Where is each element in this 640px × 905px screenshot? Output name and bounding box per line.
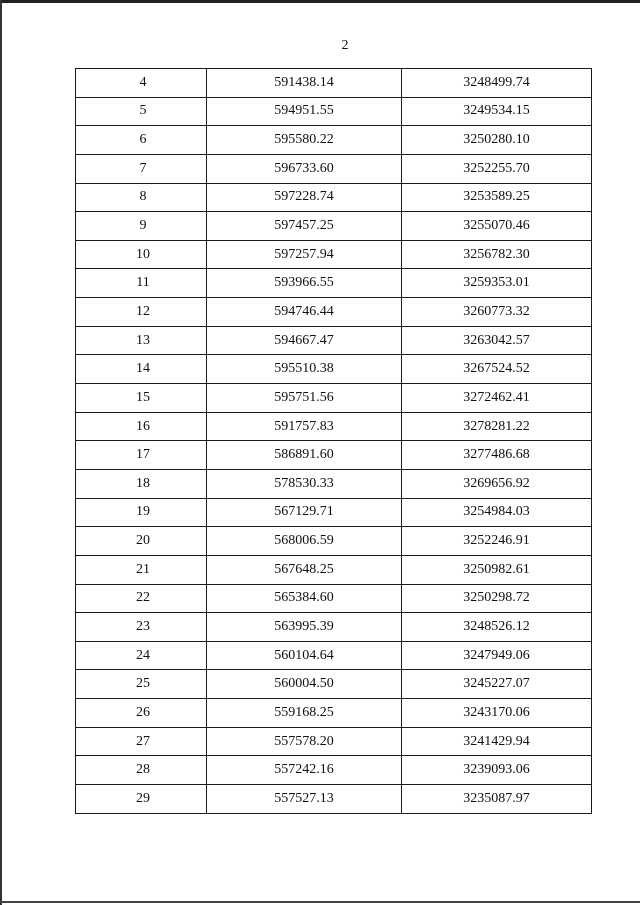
y-coordinate-cell: 3243170.06 xyxy=(402,699,592,728)
point-number-cell: 11 xyxy=(76,269,207,298)
x-coordinate-cell: 595510.38 xyxy=(207,355,402,384)
x-coordinate-cell: 557242.16 xyxy=(207,756,402,785)
point-number-cell: 8 xyxy=(76,183,207,212)
x-coordinate-cell: 586891.60 xyxy=(207,441,402,470)
x-coordinate-cell: 596733.60 xyxy=(207,154,402,183)
x-coordinate-cell: 578530.33 xyxy=(207,469,402,498)
y-coordinate-cell: 3254984.03 xyxy=(402,498,592,527)
y-coordinate-cell: 3250982.61 xyxy=(402,555,592,584)
x-coordinate-cell: 591757.83 xyxy=(207,412,402,441)
point-number-cell: 9 xyxy=(76,212,207,241)
x-coordinate-cell: 568006.59 xyxy=(207,527,402,556)
x-coordinate-cell: 595751.56 xyxy=(207,384,402,413)
table-row xyxy=(76,785,592,814)
x-coordinate-cell: 594951.55 xyxy=(207,97,402,126)
table-row xyxy=(76,126,592,155)
x-coordinate-cell: 557527.13 xyxy=(207,785,402,814)
y-coordinate-cell: 3235087.97 xyxy=(402,785,592,814)
point-number-cell: 6 xyxy=(76,126,207,155)
page-number: 2 xyxy=(341,38,349,53)
y-coordinate-cell: 3269656.92 xyxy=(402,469,592,498)
x-coordinate-cell: 565384.60 xyxy=(207,584,402,613)
table-row xyxy=(76,527,592,556)
table-row xyxy=(76,298,592,327)
point-number-cell: 21 xyxy=(76,555,207,584)
y-coordinate-cell: 3260773.32 xyxy=(402,298,592,327)
y-coordinate-cell: 3245227.07 xyxy=(402,670,592,699)
point-number-cell: 4 xyxy=(76,69,207,98)
point-number-cell: 10 xyxy=(76,240,207,269)
point-number-cell: 22 xyxy=(76,584,207,613)
x-coordinate-cell: 593966.55 xyxy=(207,269,402,298)
y-coordinate-cell: 3277486.68 xyxy=(402,441,592,470)
y-coordinate-cell: 3241429.94 xyxy=(402,727,592,756)
y-coordinate-cell: 3248526.12 xyxy=(402,613,592,642)
point-number-cell: 28 xyxy=(76,756,207,785)
point-number-cell: 18 xyxy=(76,469,207,498)
y-coordinate-cell: 3249534.15 xyxy=(402,97,592,126)
point-number-cell: 7 xyxy=(76,154,207,183)
point-number-cell: 13 xyxy=(76,326,207,355)
x-coordinate-cell: 567129.71 xyxy=(207,498,402,527)
point-number-cell: 12 xyxy=(76,298,207,327)
point-number-cell: 25 xyxy=(76,670,207,699)
y-coordinate-cell: 3250280.10 xyxy=(402,126,592,155)
point-number-cell: 29 xyxy=(76,785,207,814)
table-row xyxy=(76,269,592,298)
point-number-cell: 23 xyxy=(76,613,207,642)
table-row xyxy=(76,756,592,785)
y-coordinate-cell: 3255070.46 xyxy=(402,212,592,241)
table-row xyxy=(76,727,592,756)
x-coordinate-cell: 563995.39 xyxy=(207,613,402,642)
table-row xyxy=(76,584,592,613)
table-row xyxy=(76,384,592,413)
point-number-cell: 24 xyxy=(76,641,207,670)
y-coordinate-cell: 3239093.06 xyxy=(402,756,592,785)
table-row xyxy=(76,355,592,384)
point-number-cell: 14 xyxy=(76,355,207,384)
coordinates-table xyxy=(75,68,592,814)
point-number-cell: 20 xyxy=(76,527,207,556)
x-coordinate-cell: 597257.94 xyxy=(207,240,402,269)
point-number-cell: 17 xyxy=(76,441,207,470)
y-coordinate-cell: 3250298.72 xyxy=(402,584,592,613)
table-row xyxy=(76,412,592,441)
table-row xyxy=(76,555,592,584)
scan-edge-left xyxy=(0,0,2,905)
y-coordinate-cell: 3248499.74 xyxy=(402,69,592,98)
y-coordinate-cell: 3256782.30 xyxy=(402,240,592,269)
y-coordinate-cell: 3263042.57 xyxy=(402,326,592,355)
y-coordinate-cell: 3252255.70 xyxy=(402,154,592,183)
x-coordinate-cell: 560104.64 xyxy=(207,641,402,670)
table-row xyxy=(76,69,592,98)
coordinates-table-body xyxy=(76,69,592,814)
point-number-cell: 5 xyxy=(76,97,207,126)
table-row xyxy=(76,183,592,212)
x-coordinate-cell: 595580.22 xyxy=(207,126,402,155)
table-row xyxy=(76,326,592,355)
table-row xyxy=(76,240,592,269)
y-coordinate-cell: 3247949.06 xyxy=(402,641,592,670)
table-row xyxy=(76,469,592,498)
x-coordinate-cell: 597228.74 xyxy=(207,183,402,212)
table-row xyxy=(76,97,592,126)
x-coordinate-cell: 567648.25 xyxy=(207,555,402,584)
table-row xyxy=(76,670,592,699)
table-row xyxy=(76,641,592,670)
table-row xyxy=(76,154,592,183)
table-row xyxy=(76,441,592,470)
point-number-cell: 19 xyxy=(76,498,207,527)
y-coordinate-cell: 3267524.52 xyxy=(402,355,592,384)
x-coordinate-cell: 597457.25 xyxy=(207,212,402,241)
table-row xyxy=(76,498,592,527)
scan-edge-top xyxy=(0,0,640,3)
x-coordinate-cell: 560004.50 xyxy=(207,670,402,699)
point-number-cell: 16 xyxy=(76,412,207,441)
table-row xyxy=(76,613,592,642)
point-number-cell: 26 xyxy=(76,699,207,728)
x-coordinate-cell: 557578.20 xyxy=(207,727,402,756)
y-coordinate-cell: 3278281.22 xyxy=(402,412,592,441)
y-coordinate-cell: 3252246.91 xyxy=(402,527,592,556)
y-coordinate-cell: 3253589.25 xyxy=(402,183,592,212)
table-row xyxy=(76,699,592,728)
point-number-cell: 15 xyxy=(76,384,207,413)
y-coordinate-cell: 3259353.01 xyxy=(402,269,592,298)
scan-edge-bottom xyxy=(0,901,640,903)
x-coordinate-cell: 594746.44 xyxy=(207,298,402,327)
table-row xyxy=(76,212,592,241)
point-number-cell: 27 xyxy=(76,727,207,756)
x-coordinate-cell: 594667.47 xyxy=(207,326,402,355)
x-coordinate-cell: 591438.14 xyxy=(207,69,402,98)
x-coordinate-cell: 559168.25 xyxy=(207,699,402,728)
y-coordinate-cell: 3272462.41 xyxy=(402,384,592,413)
